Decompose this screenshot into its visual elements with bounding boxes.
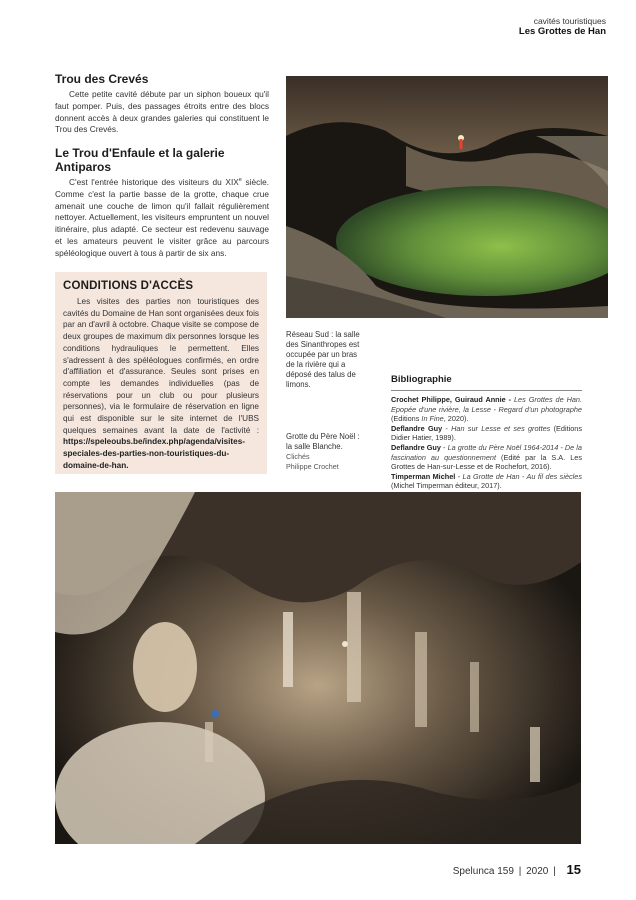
heading-creves: Trou des Crevés (55, 72, 149, 86)
issue-year: 2020 (526, 866, 549, 877)
cave-lake-illustration (286, 76, 608, 318)
photo-credit-name: Philippe Crochet (286, 462, 339, 471)
bibliography-title: Bibliographie (391, 374, 582, 391)
article-section-enfaule (55, 146, 269, 260)
section-label: cavités touristiques (533, 16, 606, 26)
heading-enfaule: Le Trou d'Enfaule et la galerie Antiparos (55, 146, 225, 174)
footer-separator: | (518, 866, 522, 877)
paragraph-creves: Cette petite cavité débute par un siphon boueux qu'il faut pomper. Puis, des passages étroits entre des blocs donnent accès à deux grandes galeries qui constituent le Trou des Crevés. (55, 89, 269, 135)
caption-reseau-sud: Réseau Sud : la salle des Sinanthropes est occupée par un bras de la rivière qui a déposé des talus de limons. (286, 330, 360, 389)
caption-pere-noel: Grotte du Père Noël : la salle Blanche. Clichés Philippe Crochet (286, 432, 366, 472)
paragraph-enfaule: C'est l'entrée historique des visiteurs du XIXe siècle. Comme c'est la partie basse de la grotte, chaque crue amenait une couche de limon qu'il fallait régulièrement nettoyer. Actuellement, les visiteurs empruntent un nouvel itinéraire, plus adapté. Ce secteur est redevenu sauvage et les amateurs peuvent le visiter grâce au parcours spéléologique ouvert à tous à partir de six ans. (55, 177, 269, 258)
bibliography-entry: Timperman Michel - La Grotte de Han - Au fil des siècles (Michel Timperman éditeur, 2017). (391, 471, 582, 491)
photo-salle-blanche (55, 492, 581, 844)
conditions-title: CONDITIONS D'ACCÈS (63, 280, 194, 292)
bibliography (391, 374, 582, 491)
article-section-creves (55, 72, 269, 136)
running-header (519, 17, 606, 37)
cave-hall-illustration (55, 492, 581, 844)
page-number: 15 (566, 862, 581, 877)
page-footer (453, 862, 581, 877)
photo-credit-label: Clichés (286, 452, 310, 461)
section-title: Les Grottes de Han (518, 25, 606, 37)
photo-reseau-sud (286, 76, 608, 318)
bibliography-entry: Deflandre Guy - Han sur Lesse et ses grottes (Editions Didier Hatier, 1989). (391, 423, 582, 443)
magazine-name: Spelunca 159 (452, 866, 514, 877)
conditions-text: Les visites des parties non touristiques des cavités du Domaine de Han sont organisées deux fois par an d'avril à octobre. Chaque visite se compose de deux groupes de maximum dix personnes lorsque les conditions hydrauliques le permettent. Elles s'adressent à des spéléologues confirmés, en ordre d'affiliation et d'assurance. Seules sont prises en compte les demandes individuelles (pas de réservations pour un club ou pour plusieurs personnes), via le formulaire de réservation en ligne qui est disponible sur le site internet de l'UBS quelques semaines avant la date de l'activité : https://speleoubs.be/index.php/agenda/visites-speciales-des-parties-non-touristiques-du-domaine-de-han. (63, 297, 259, 470)
footer-separator: | (553, 866, 556, 877)
bibliography-entry: Deflandre Guy - La grotte du Père Noël 1964-2014 - De la fascination au questionnement (Edité par la S.A. Les Grottes de Han-sur-Lesse et de Rochefort, 2016). (391, 442, 582, 472)
conditions-box (55, 272, 267, 474)
booking-link[interactable]: https://speleoubs.be/index.php/agenda/visites-speciales-des-parties-non-touristiques-du-domaine-de-han. (63, 437, 245, 470)
bibliography-entry: Crochet Philippe, Guiraud Annie - Les Grottes de Han. Epopée d'une rivière, la Lesse - Regard d'un photographe (Editions In Fine, 2020). (391, 395, 582, 424)
